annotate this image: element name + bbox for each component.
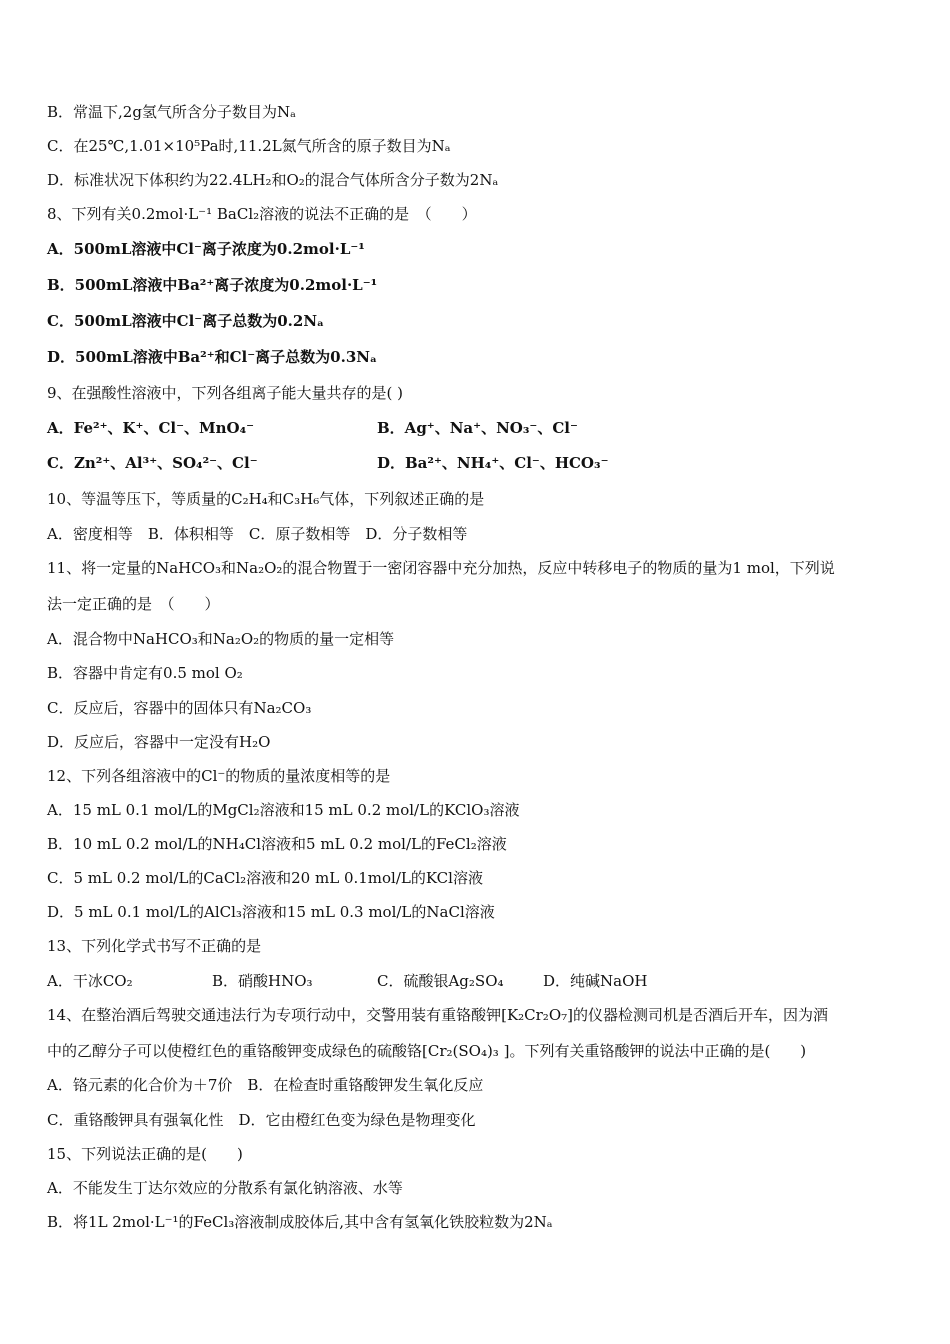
- q9-option-d: D．Ba²⁺、NH₄⁺、Cl⁻、HCO₃⁻: [377, 454, 609, 472]
- q14-options-cd: C．重铬酸钾具有强氧化性 D．它由橙红色变为绿色是物理变化: [47, 1111, 476, 1129]
- q11-option-c: C．反应后，容器中的固体只有Na₂CO₃: [47, 699, 312, 717]
- q13-stem: 13、下列化学式书写不正确的是: [47, 937, 262, 955]
- q12-option-d: D．5 mL 0.1 mol/L的AlCl₃溶液和15 mL 0.3 mol/L的NaCl溶液: [47, 903, 495, 921]
- q15-stem: 15、下列说法正确的是( ): [47, 1145, 243, 1163]
- q12-stem: 12、下列各组溶液中的Cl⁻的物质的量浓度相等的是: [47, 767, 391, 785]
- q12-option-b: B．10 mL 0.2 mol/L的NH₄Cl溶液和5 mL 0.2 mol/L的FeCl₂溶液: [47, 835, 507, 853]
- q11-stem-line1: 11、将一定量的NaHCO₃和Na₂O₂的混合物置于一密闭容器中充分加热，反应中转移电子的物质的量为1 mol，下列说: [47, 559, 835, 577]
- q8-option-b: B．500mL溶液中Ba²⁺离子浓度为0.2mol·L⁻¹: [47, 276, 378, 294]
- q14-stem-line2: 中的乙醇分子可以使橙红色的重铬酸钾变成绿色的硫酸铬[Cr₂(SO₄)₃ ]。下列有关重铬酸钾的说法中正确的是( ): [47, 1042, 807, 1060]
- q10-stem: 10、等温等压下，等质量的C₂H₄和C₃H₆气体，下列叙述正确的是: [47, 490, 485, 508]
- q13-option-c: C．硫酸银Ag₂SO₄: [377, 972, 504, 990]
- q11-stem-line2: 法一定正确的是 （ ）: [47, 595, 220, 613]
- q14-stem-line1: 14、在整治酒后驾驶交通违法行为专项行动中，交警用装有重铬酸钾[K₂Cr₂O₇]的仪器检测司机是否酒后开车，因为酒: [47, 1006, 828, 1024]
- q13-option-b: B．硝酸HNO₃: [212, 972, 313, 990]
- q7-option-b: B．常温下,2g氢气所含分子数目为Nₐ: [47, 103, 296, 121]
- q12-option-a: A．15 mL 0.1 mol/L的MgCl₂溶液和15 mL 0.2 mol/L的KClO₃溶液: [47, 801, 520, 819]
- q15-option-a: A．不能发生丁达尔效应的分散系有氯化钠溶液、水等: [47, 1179, 403, 1197]
- q11-option-b: B．容器中肯定有0.5 mol O₂: [47, 664, 243, 682]
- q8-stem: 8、下列有关0.2mol·L⁻¹ BaCl₂溶液的说法不正确的是 （ ）: [47, 205, 477, 223]
- q7-option-d: D．标准状况下体积约为22.4LH₂和O₂的混合气体所含分子数为2Nₐ: [47, 171, 499, 189]
- q9-stem: 9、在强酸性溶液中，下列各组离子能大量共存的是( ): [47, 384, 404, 402]
- q7-option-c: C．在25℃,1.01×10⁵Pa时,11.2L氮气所含的原子数目为Nₐ: [47, 137, 451, 155]
- q11-option-d: D．反应后，容器中一定没有H₂O: [47, 733, 271, 751]
- q14-options-ab: A．铬元素的化合价为＋7价 B．在检查时重铬酸钾发生氧化反应: [47, 1076, 484, 1094]
- q11-option-a: A．混合物中NaHCO₃和Na₂O₂的物质的量一定相等: [47, 630, 395, 648]
- q9-option-a: A．Fe²⁺、K⁺、Cl⁻、MnO₄⁻: [47, 419, 255, 437]
- q9-option-c: C．Zn²⁺、Al³⁺、SO₄²⁻、Cl⁻: [47, 454, 258, 472]
- q8-option-c: C．500mL溶液中Cl⁻离子总数为0.2Nₐ: [47, 312, 325, 330]
- q8-option-a: A．500mL溶液中Cl⁻离子浓度为0.2mol·L⁻¹: [47, 240, 365, 258]
- q9-option-b: B．Ag⁺、Na⁺、NO₃⁻、Cl⁻: [377, 419, 578, 437]
- q13-option-d: D．纯碱NaOH: [543, 972, 648, 990]
- q15-option-b: B．将1L 2mol·L⁻¹的FeCl₃溶液制成胶体后,其中含有氢氧化铁胶粒数为2Nₐ: [47, 1213, 553, 1231]
- q10-options: A．密度相等 B．体积相等 C．原子数相等 D．分子数相等: [47, 525, 468, 543]
- q12-option-c: C．5 mL 0.2 mol/L的CaCl₂溶液和20 mL 0.1mol/L的KCl溶液: [47, 869, 483, 887]
- q8-option-d: D．500mL溶液中Ba²⁺和Cl⁻离子总数为0.3Nₐ: [47, 348, 377, 366]
- q13-option-a: A．干冰CO₂: [47, 972, 133, 990]
